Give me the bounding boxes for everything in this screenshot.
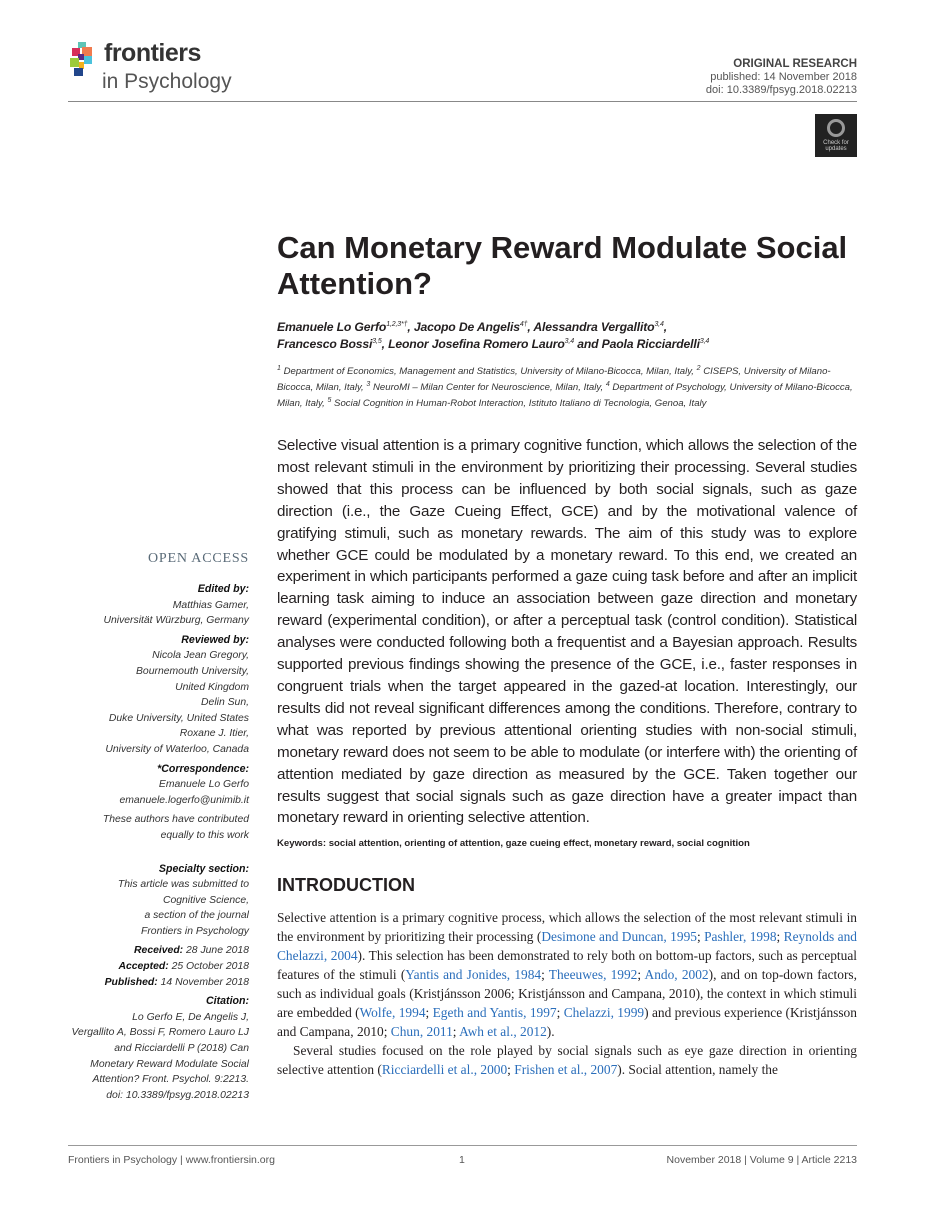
accepted-date [60, 959, 249, 975]
citation-line: Vergallito A, Bossi F, Romero Lauro LJ [71, 1027, 249, 1039]
introduction-body [277, 908, 857, 1079]
affiliation-text: Social Cognition in Human-Robot Interaction, Istituto Italiano di Tecnologia, Genoa, Italy [331, 398, 707, 409]
affiliation-number: 4 [605, 380, 610, 388]
author-separator: , [663, 320, 667, 334]
affiliation-text: Department of Psychology, University of Milano-Bicocca, Milan, Italy, [277, 382, 853, 409]
equal-contribution-note-line: equally to this work [160, 829, 249, 841]
author-affiliation-mark: 3,4 [699, 337, 710, 345]
citation [60, 994, 249, 1103]
body-text: ; [696, 929, 705, 945]
citation-line: doi: 10.3389/fpsyg.2018.02213 [106, 1089, 249, 1101]
affiliation-text: NeuroMI – Milan Center for Neuroscience, Milan, Italy, [370, 382, 606, 393]
body-text: ) and previous experience (Kristjánsson and Campana, 2010; [277, 1005, 857, 1040]
edited-by-line: Universität Würzburg, Germany [103, 615, 249, 627]
edited-by [60, 582, 249, 629]
citation-link[interactable]: Ricciardelli et al., 2000 [381, 1062, 508, 1078]
journal-logo [70, 40, 270, 100]
footer-issue: November 2018 | Volume 9 | Article 2213 [666, 1154, 857, 1166]
published-value: 14 November 2018 [157, 976, 249, 988]
citation-link[interactable]: Frishen et al., 2007 [514, 1062, 618, 1078]
author-separator: and [573, 337, 602, 351]
reviewed-by-line: Nicola Jean Gregory, [152, 650, 249, 662]
specialty-section-label: Specialty section: [158, 862, 249, 875]
doi[interactable]: doi: 10.3389/fpsyg.2018.02213 [705, 84, 857, 96]
affiliation-text: Department of Economics, Management and Statistics, University of Milano-Bicocca, Milan, Italy, [280, 366, 697, 377]
author-name[interactable]: Emanuele Lo Gerfo [277, 320, 387, 334]
citation-link[interactable]: Egeth and Yantis, 1997 [432, 1005, 557, 1021]
journal-subname: in Psychology [102, 70, 232, 93]
body-text: ; [556, 1005, 564, 1021]
published-date: published: 14 November 2018 [710, 71, 857, 83]
check-updates-label: Check for updates [823, 140, 849, 152]
author-name[interactable]: Paola Ricciardelli [601, 337, 700, 351]
edited-by-label: Edited by: [197, 583, 249, 595]
body-text: ; [541, 967, 549, 983]
body-text: Several studies focused on the role played by social signals such as eye gaze direction in orienting selective attention ( [277, 1043, 857, 1078]
body-text: ; [776, 929, 784, 945]
section-heading-introduction: INTRODUCTION [277, 875, 415, 896]
author-affiliation-mark: 4† [519, 320, 528, 328]
citation-link[interactable]: Chun, 2011 [390, 1024, 453, 1040]
body-text: ), and on top-down factors, such as individual goals (Kristjánsson 2006; Kristjánsson and Campana, 2010), the context in which stimuli are embedded ( [277, 967, 857, 1021]
citation-link[interactable]: Reynolds and Chelazzi, 2004 [277, 929, 857, 964]
main-column [277, 230, 857, 1079]
reviewed-by-line: University of Waterloo, Canada [105, 743, 249, 755]
citation-link[interactable]: Yantis and Jonides, 1984 [405, 967, 542, 983]
article-title: Can Monetary Reward Modulate Social Attention? [277, 230, 848, 301]
correspondence-label: *Correspondence: [157, 762, 249, 775]
footer-journal[interactable]: Frontiers in Psychology | www.frontiersin.org [68, 1154, 275, 1166]
affiliation-number: 1 [277, 364, 281, 372]
correspondence [60, 762, 249, 809]
received-date [60, 943, 249, 959]
specialty-section [60, 862, 249, 940]
citation-link[interactable]: Desimone and Duncan, 1995 [541, 929, 697, 945]
journal-name: frontiers [104, 39, 201, 67]
reviewed-by-line: Duke University, United States [108, 712, 249, 724]
specialty-section-line: Cognitive Science, [162, 894, 249, 906]
citation-line: Lo Gerfo E, De Angelis J, [132, 1011, 249, 1023]
paragraph [277, 908, 857, 1041]
affiliation-text: CISEPS, University of Milano-Bicocca, Milan, Italy, [277, 366, 831, 393]
citation-line: Attention? Front. Psychol. 9:2213. [92, 1074, 249, 1086]
affiliation-number: 3 [366, 380, 371, 388]
footer-divider [68, 1145, 857, 1146]
reviewed-by [60, 633, 249, 758]
body-text: ; [637, 967, 645, 983]
specialty-section-line: This article was submitted to [117, 879, 249, 891]
author-affiliation-mark: 1,2,3*† [386, 320, 408, 328]
correspondence-line[interactable]: emanuele.logerfo@unimib.it [119, 794, 249, 806]
citation-line: and Ricciardelli P (2018) Can [114, 1043, 249, 1055]
citation-link[interactable]: Pashler, 1998 [704, 929, 777, 945]
author-separator: , [381, 337, 389, 351]
received-label: Received: [134, 945, 184, 957]
frontiers-logo-icon [70, 42, 100, 78]
author-affiliation-mark: 3,5 [372, 337, 382, 345]
bookmark-icon [827, 119, 845, 137]
published-label: Published: [104, 976, 158, 988]
body-text: ). [546, 1024, 555, 1040]
citation-link[interactable]: Ando, 2002 [644, 967, 709, 983]
page-number: 1 [459, 1154, 465, 1166]
received-value: 28 June 2018 [183, 945, 249, 957]
article-type: ORIGINAL RESEARCH [733, 58, 857, 70]
reviewed-by-line: Roxane J. Itier, [179, 728, 249, 740]
body-text: ; [452, 1024, 460, 1040]
citation-link[interactable]: Awh et al., 2012 [459, 1024, 547, 1040]
author-name[interactable]: Jacopo De Angelis [413, 320, 520, 334]
keywords: Keywords: social attention, orienting of attention, gaze cueing effect, monetary reward, social cognition [277, 838, 750, 850]
specialty-section-line: a section of the journal [144, 910, 249, 922]
accepted-label: Accepted: [118, 961, 169, 973]
citation-label: Citation: [206, 995, 249, 1008]
reviewed-by-line: United Kingdom [175, 681, 249, 693]
equal-contribution-note [60, 812, 249, 843]
equal-contribution-note-line: These authors have contributed [102, 814, 249, 826]
author-affiliation-mark: 3,4 [564, 337, 574, 345]
author-name[interactable]: Alessandra Vergallito [533, 320, 655, 334]
author-separator: , [407, 320, 414, 334]
correspondence-line: Emanuele Lo Gerfo [158, 779, 249, 791]
check-for-updates-button[interactable] [815, 114, 857, 157]
sidebar-info [60, 582, 249, 1103]
reviewed-by-line: Delin Sun, [201, 697, 249, 709]
affiliation-number: 2 [696, 364, 701, 372]
reviewed-by-label: Reviewed by: [181, 633, 249, 646]
abstract: Selective visual attention is a primary cognitive function, which allows the selection of the most relevant stimuli in the environment by prioritizing their processing. Several studies showed that this process can be influenced by both social signals, such as gaze direction (i.e., the Gaze Cueing Effect, GCE) and by the motivational valence of gratifying stimuli, such as monetary rewards. The aim of this study was to explore whether GCE could be modulated by a monetary reward. To this end, we created an experiment in which participants performed a gaze cuing task before and after an implicit learning task aiming to induce an association between gaze direction and monetary reward (experimental condition), or after a perceptual task (control condition). Statistical analyses were conducted following both a frequentist and a Bayesian approach. Results supported previous findings showing the presence of the GCE, i.e., faster responses in congruent trials when the target appeared in the gazed-at location. Interestingly, our results did not reveal significant differences among the conditions. Therefore, contrary to what was reported by previous attentional orienting studies with non-social stimuli, monetary reward does not seem to be able to modulate (or interfere with) the orienting of attention mediated by gaze direction as measured by the GCE. Taken together our results suggest that social signals such as gaze direction have a greater impact than monetary reward in orienting selective attention. [277, 437, 857, 827]
affiliations [277, 364, 857, 412]
author-name[interactable]: Francesco Bossi [277, 337, 373, 351]
body-text: ). This selection has been demonstrated to rely both on bottom-up factors, such as perceptual features of the stimuli ( [277, 948, 857, 983]
header-divider [68, 101, 857, 102]
published-date [60, 975, 249, 991]
paragraph [277, 1041, 857, 1079]
accepted-value: 25 October 2018 [168, 961, 249, 973]
body-text: Selective attention is a primary cognitive process, which allows the selection of the most relevant stimuli in the environment by prioritizing their processing ( [277, 910, 857, 945]
author-list [277, 319, 857, 353]
affiliation-number: 5 [327, 396, 332, 404]
body-text: ; [425, 1005, 433, 1021]
citation-line: Monetary Reward Modulate Social [90, 1058, 249, 1070]
body-text: ; [507, 1062, 515, 1078]
author-separator: , [527, 320, 534, 334]
article-meta [706, 58, 857, 97]
author-name[interactable]: Leonor Josefina Romero Lauro [388, 337, 565, 351]
specialty-section-line: Frontiers in Psychology [141, 925, 249, 937]
article-dates [60, 943, 249, 990]
reviewed-by-line: Bournemouth University, [136, 665, 249, 677]
citation-link[interactable]: Wolfe, 1994 [359, 1005, 426, 1021]
author-affiliation-mark: 3,4 [654, 320, 664, 328]
body-text: ). Social attention, namely the [617, 1062, 778, 1078]
edited-by-line: Matthias Gamer, [172, 599, 249, 611]
open-access-label: OPEN ACCESS [148, 551, 249, 566]
citation-link[interactable]: Chelazzi, 1999 [563, 1005, 645, 1021]
citation-link[interactable]: Theeuwes, 1992 [548, 967, 638, 983]
